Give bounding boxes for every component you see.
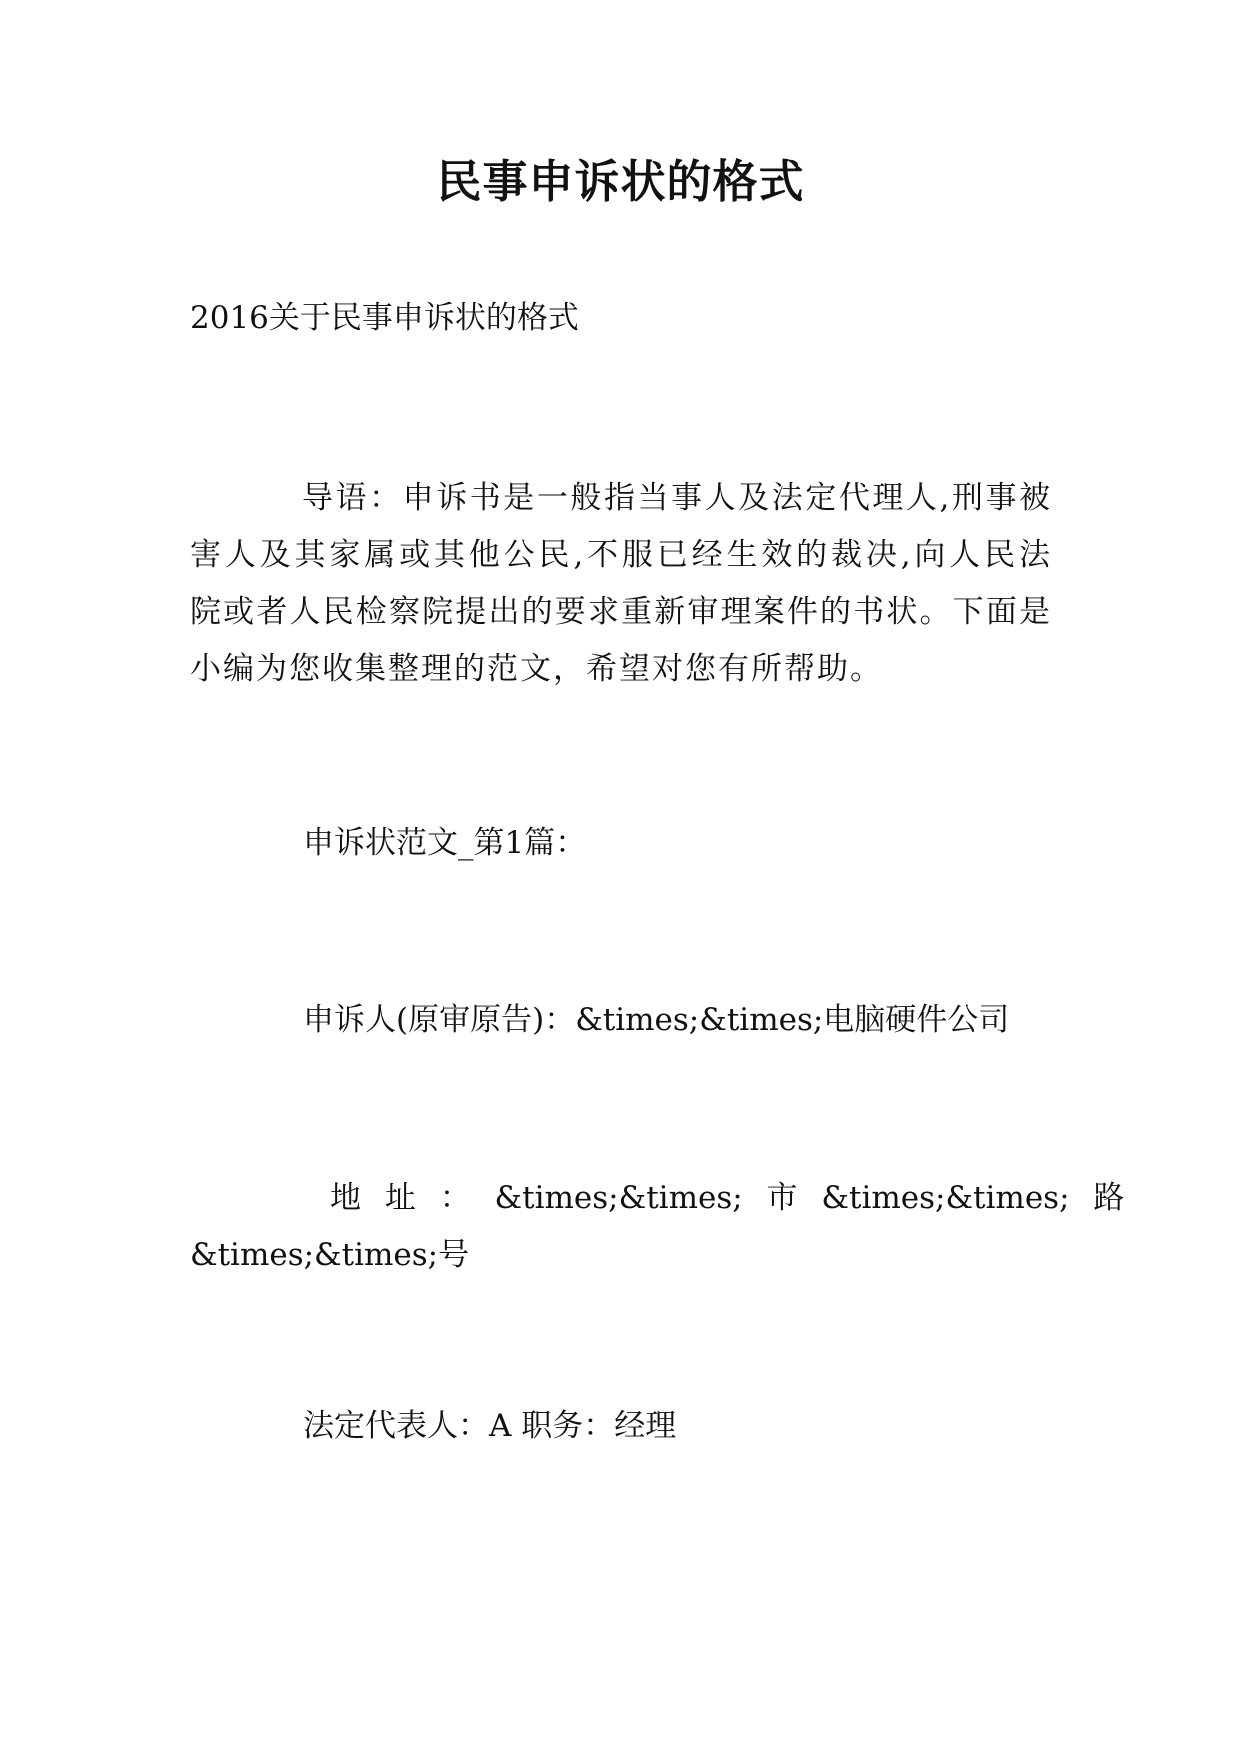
section-heading: 申诉状范文_第1篇：	[303, 825, 587, 861]
document-subtitle: 2016关于民事申诉状的格式	[190, 300, 579, 336]
intro-line: 院或者人民检察院提出的要求重新审理案件的书状。下面是	[190, 594, 1052, 630]
intro-line: 小编为您收集整理的范文，希望对您有所帮助。	[190, 651, 883, 687]
intro-line: 导语：申诉书是一般指当事人及法定代理人,刑事被	[302, 480, 1052, 516]
document-title: 民事申诉状的格式	[436, 155, 805, 208]
intro-line: 害人及其家属或其他公民,不服已经生效的裁决,向人民法	[190, 537, 1052, 573]
address-line: &times;&times;号	[190, 1237, 470, 1273]
address-line: 地 址 ： &times;&times; 市 &times;&times; 路	[330, 1180, 1125, 1216]
legal-representative-line: 法定代表人：A 职务：经理	[303, 1408, 677, 1444]
intro-paragraph	[190, 470, 1052, 698]
address-paragraph	[190, 1170, 1125, 1284]
appellant-line: 申诉人(原审原告)：&times;&times;电脑硬件公司	[303, 1002, 1010, 1038]
